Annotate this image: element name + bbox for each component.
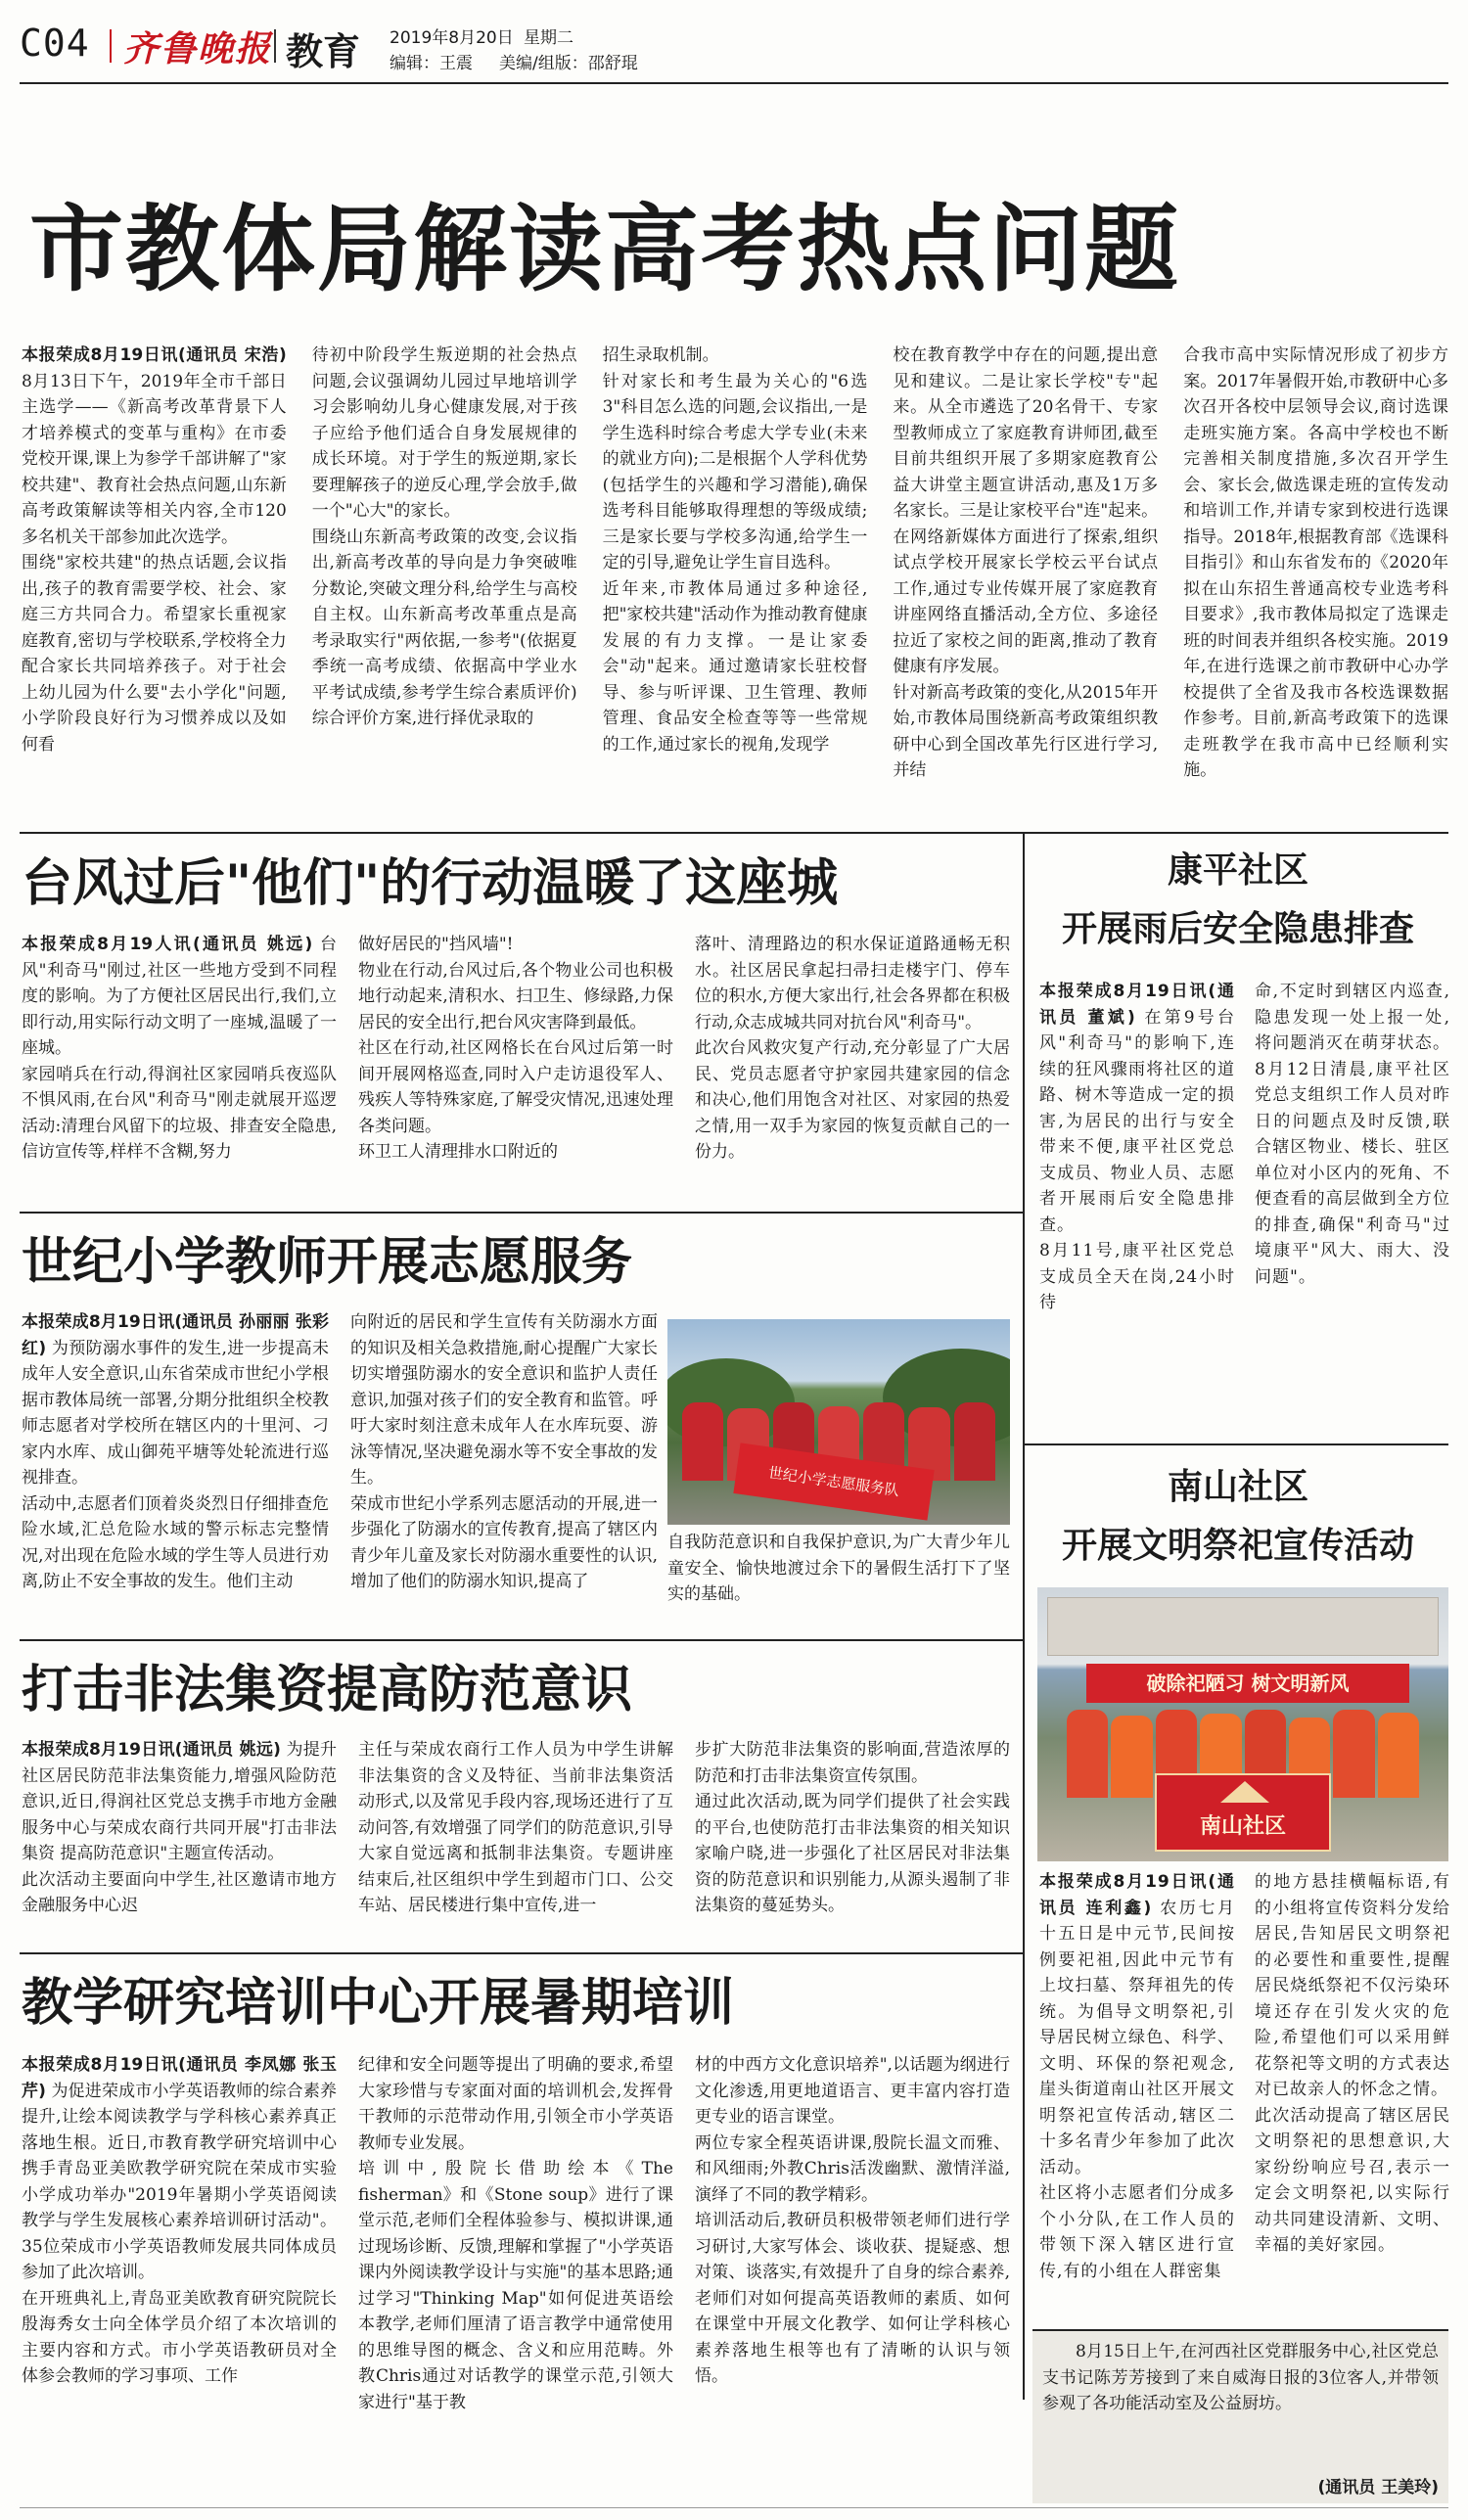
- article3-col3: 自我防范意识和自我保护意识,为广大青少年儿童安全、愉快地渡过余下的暑假生活打下了坚实的基础。: [667, 1533, 1010, 1604]
- sidebar2-body: [1039, 1869, 1450, 2317]
- headline-article3: 世纪小学教师开展志愿服务: [22, 1233, 633, 1292]
- article4-col3: 步扩大防范非法集资的影响面,营造浓厚的防范和打击非法集资宣传氛围。 通过此次活动,既为同学们提供了社会实践的平台,也使防范打击非法集资的相关知识家喻户晓,进一步强化了社区居民对非法集资的防范意识和识别能力,从源头遏制了非法集资的蔓延势头。: [695, 1740, 1010, 1915]
- article4-col2: 主任与荣成农商行工作人员为中学生讲解非法集资的含义及特征、当前非法集资活动形式,以及常见手段内容,现场还进行了互动问答,有效增强了同学们的防范意识,引导大家自觉远离和抵制非法集资。专题讲座结束后,社区组织中学生到超市门口、公交车站、居民楼进行集中宣传,进一: [358, 1740, 673, 1915]
- article1-col5: 合我市高中实际情况形成了初步方案。2017年暑假开始,市教研中心多次召开各校中层领导会议,商讨选课走班实施方案。各高中学校也不断完善相关制度措施,多次召开学生会、家长会,做选课走班的宣传发动和培训工作,并请专家到校进行选课指导。2018年,根据教育部《选课科目指引》和山东省发布的《2020年拟在山东招生普通高校专业选考科目要求》,我市教体局拟定了选课走班的时间表并组织各校实施。2019年,在进行选课之前市教研中心办学校提供了全省及我市各校选课数据作参考。目前,新高考政策下的选课走班教学在我市高中已经顺利实施。: [1183, 345, 1448, 780]
- divider-a4: [20, 1952, 1023, 1954]
- sidebar1-text1: 在第9号台风"利奇马"的影响下,连续的狂风骤雨将社区的道路、树木等造成一定的损害,为居民的出行与安全带来不便,康平社区党总支成员、物业人员、志愿者开展雨后安全隐患排查。 8月11号,康平社区党总支成员全天在岗,24小时待: [1039, 1007, 1235, 1312]
- article3-col1: [22, 1309, 329, 1627]
- sidebar1-byline: 本报荣成8月19日讯(通讯员 董斌): [1039, 982, 1235, 1028]
- article1-col4: 校在教育教学中存在的问题,提出意见和建议。二是让家长学校"专"起来。从全市遴选了20名骨干、专家型教师成立了家庭教育讲师团,截至目前共组织开展了多期家庭教育公益大讲堂主题宣讲活动,惠及1万多名家长。三是让家校平台"连"起来。在网络新媒体方面进行了探索,组织试点学校开展家长学校云平台试点工作,通过专业传媒开展了家庭教育讲座网络直播活动,全方位、多途径拉近了家校之间的距离,推动了教育健康有序发展。 针对新高考政策的变化,从2015年开始,市教体局围绕新高考政策组织教研中心到全国改革先行区进行学习,并结: [893, 345, 1159, 780]
- paper-logo: 齐鲁晚报: [123, 28, 273, 69]
- article4-body: [22, 1737, 1010, 1943]
- slogan-banner: 破除祀陋习 树文明新风: [1086, 1664, 1409, 1703]
- divider-s1: [1025, 1443, 1448, 1445]
- article4-byline: 本报荣成8月19日讯(通讯员 姚远): [22, 1740, 281, 1760]
- article5-body: [22, 2052, 1010, 2504]
- brief-text: 8月15日上午,在河西社区党群服务中心,社区党总支书记陈芳芳接到了来自威海日报的3位客人,并带领参观了各功能活动室及公益厨坊。: [1042, 2342, 1439, 2413]
- article5-col3: 材的中西方文化意识培养",以话题为纲进行文化渗透,用更地道语言、更丰富内容打造更专业的语言课堂。 两位专家全程英语讲课,殷院长温文而雅、和风细雨;外教Chris活泼幽默、激情洋溢,演绎了不同的教学精彩。 培训活动后,教研员积极带领老师们进行学习研讨,大家写体会、谈收获、提疑惑、想对策、谈落实,有效提升了自身的综合素养,老师们对如何提高英语教师的素质、如何在课堂中开展文化教学、如何让学科核心素养落地生根等也有了清晰的认识与领悟。: [695, 2055, 1010, 2386]
- article4-col1: [22, 1737, 337, 1943]
- headline-article5: 教学研究培训中心开展暑期培训: [22, 1974, 735, 2033]
- house-icon: [1220, 1781, 1269, 1803]
- masthead-divider-2: [274, 29, 276, 63]
- article1-byline: 本报荣成8月19日讯(通讯员 宋浩): [22, 345, 287, 365]
- article2-body: [22, 932, 1010, 1201]
- article1-col1: [22, 343, 287, 817]
- nanshan-sign: [1155, 1773, 1331, 1852]
- section-name: 教育: [286, 30, 361, 73]
- article1-body: [22, 343, 1448, 817]
- brief-credit: (通讯员 王美玲): [1317, 2478, 1439, 2497]
- article5-byline: 本报荣成8月19日讯(通讯员 李凤娜 张玉芹): [22, 2055, 337, 2101]
- article5-col1: [22, 2052, 337, 2504]
- layout-credit: 美编/组版：邵舒琨: [499, 54, 638, 73]
- headline-article1: 市教体局解读高考热点问题: [29, 195, 1180, 304]
- divider-a1: [20, 832, 1448, 834]
- headline-article4: 打击非法集资提高防范意识: [22, 1661, 633, 1719]
- masthead-rule: [20, 82, 1448, 84]
- article1-text1: 8月13日下午，2019年全市千部日主选学——《新高考改革背景下人才培养模式的变革与重构》在市委党校开课,课上为参学千部讲解了"家校共建"、教育社会热点问题,山东新高考政策解读等相关内容,全市120多名机关干部参加此次选学。 围绕"家校共建"的热点话题,会议指出,孩子的教育需要学校、社会、家庭三方共同合力。希望家长重视家庭教育,密切与学校联系,学校将全力配合家长共同培养孩子。对于社会上幼儿园为什么要"去小学化"问题,小学阶段良好行为习惯养成以及如何看: [22, 371, 287, 755]
- nanshan-photo: [1037, 1587, 1448, 1861]
- sidebar1-col2: 命,不定时到辖区内巡查,隐患发现一处上报一处,将问题消灭在萌芽状态。8月12日清晨,康平社区党总支组织工作人员对昨日的问题点及时反馈,联合辖区物业、楼长、驻区单位对小区内的死角、不便查看的高层做到全方位的排查,确保"利奇马"过境康平"风大、雨大、没问题"。: [1255, 982, 1450, 1287]
- article1-col3: 招生录取机制。 针对家长和考生最为关心的"6选3"科目怎么选的问题,会议指出,一是学生选科时综合考虑大学专业(未来的就业方向);二是根据个人学科优势(包括学生的兴趣和学习潜能),确保选考科目能够取得理想的等级成绩;三是家长要与学校多沟通,给学生一定的引导,避免让学生盲目选科。 近年来,市教体局通过多种途径,把"家校共建"活动作为推动教育健康发展的有力支撑。一是让家委会"动"起来。通过邀请家长驻校督导、参与听评课、卫生管理、教师管理、食品安全检查等等一些常规的工作,通过家长的视角,发现学: [602, 345, 868, 755]
- sidebar2-col2: 的地方悬挂横幅标语,有的小组将宣传资料分发给居民,告知居民文明祭祀的必要性和重要性,提醒居民烧纸祭祀不仅污染环境还存在引发火灾的危险,希望他们可以采用鲜花祭祀等文明的方式表达对已故亲人的怀念之情。 此次活动提高了辖区居民文明祭祀的思想意识,大家纷纷响应号召,表示一定会文明祭祀,以实际行动共同建设清新、文明、幸福的美好家园。: [1255, 1872, 1450, 2255]
- issue-weekday: 星期二: [524, 28, 573, 48]
- brief-box: [1032, 2329, 1448, 2503]
- sidebar2-text1: 农历七月十五日是中元节,民间按例要祀祖,因此中元节有上坟扫墓、祭拜祖先的传统。为倡导文明祭祀,引导居民树立绿色、科学、文明、环保的祭祀观念,崖头街道南山社区开展文明祭祀宣传活动,辖区二十多名青少年参加了此次活动。 社区将小志愿者们分成多个小分队,在工作人员的带领下深入辖区进行宣传,有的小组在人群密集: [1039, 1898, 1235, 2281]
- article3-text1: 为预防溺水事件的发生,进一步提高未成年人安全意识,山东省荣成市世纪小学根据市教体局统一部署,分期分批组织全校教师志愿者对学校所在辖区内的十里河、刁家内水库、成山御苑平塘等处轮流进行巡视排查。 活动中,志愿者们顶着炎炎烈日仔细排查危险水域,汇总危险水域的警示标志完整情况,对出现在危险水域的学生等人员进行劝离,防止不安全事故的发生。他们主动: [22, 1338, 329, 1591]
- article2-byline: 本报荣成8月19人讯(通讯员 姚远): [22, 935, 313, 954]
- divider-a3: [20, 1639, 1023, 1641]
- article3-byline: 本报荣成8月19日讯(通讯员 孙丽丽 张彩红): [22, 1312, 329, 1358]
- page-bottom-rule: [20, 2507, 1448, 2508]
- sidebar1-col1: [1039, 979, 1235, 1478]
- editor-credit: 编辑：王震: [390, 54, 473, 73]
- sidebar2-title: 南山社区: [1167, 1467, 1308, 1507]
- sidebar1-subtitle: 开展雨后安全隐患排查: [1061, 909, 1414, 949]
- article2-text1: 台风"利奇马"刚过,社区一些地方受到不同程度的影响。为了方便社区居民出行,我们,立即行动,用实际行动文明了一座城,温暖了一座城。 家园哨兵在行动,得润社区家园哨兵夜巡队不惧风雨,在台风"利奇马"刚走就展开巡逻活动:清理台风留下的垃圾、排查安全隐患,信访宣传等,样样不含糊,努力: [22, 935, 337, 1162]
- volunteer-banner: 世纪小学志愿服务队: [733, 1443, 934, 1520]
- sign-label: 南山社区: [1199, 1814, 1286, 1839]
- sidebar-rule: [1023, 834, 1025, 2400]
- article5-text1: 为促进荣成市小学英语教师的综合素养提升,让绘本阅读教学与学科核心素养真正落地生根。近日,市教育教学研究培训中心携手青岛亚美欧教学研究院在荣成市实验小学成功举办"2019年暑期小学英语阅读教学与学生发展核心素养培训研讨活动"。35位荣成市小学英语教师发展共同体成员参加了此次培训。 在开班典礼上,青岛亚美欧教育研究院院长殷海秀女士向全体学员介绍了本次培训的主要内容和方式。市小学英语教研员对全体参会教师的学习事项、工作: [22, 2081, 337, 2386]
- article1-col2: 待初中阶段学生叛逆期的社会热点问题,会议强调幼儿园过早地培训学习会影响幼儿身心健康发展,对于孩子应给予他们适合自身发展规律的成长环境。对于学生的叛逆期,家长要理解孩子的逆反心理,学会放手,做一个"心大"的家长。 围绕山东新高考政策的改变,会议指出,新高考改革的导向是力争突破唯分数论,突破文理分科,给学生与高校自主权。山东新高考改革重点是高考录取实行"两依据,一参考"(依据夏季统一高考成绩、依据高中学业水平考试成绩,参考学生综合素质评价)综合评价方案,进行择优录取的: [311, 345, 577, 728]
- article4-text1: 为提升社区居民防范非法集资能力,增强风险防范意识,近日,得润社区党总支携手市地方金融服务中心与荣成农商行共同开展"打击非法集资 提高防范意识"主题宣传活动。 此次活动主要面向中学生,社区邀请市地方金融服务中心迟: [22, 1740, 337, 1915]
- article2-col1: [22, 932, 337, 1201]
- sidebar2-subtitle: 开展文明祭祀宣传活动: [1061, 1526, 1414, 1566]
- issue-date: 2019年8月20日: [390, 28, 514, 48]
- page-number: C04: [20, 22, 90, 65]
- volunteer-photo: [667, 1319, 1010, 1525]
- article2-col2: 做好居民的"挡风墙"! 物业在行动,台风过后,各个物业公司也积极地行动起来,清积水、扫卫生、修绿路,力保居民的安全出行,把台风灾害降到最低。 社区在行动,社区网格长在台风过后第一时间开展网格巡查,同时入户走访退役军人、残疾人等特殊家庭,了解受灾情况,迅速处理各类问题。 环卫工人清理排水口附近的: [358, 935, 673, 1162]
- masthead-divider: [110, 29, 112, 63]
- article5-col2: 纪律和安全问题等提出了明确的要求,希望大家珍惜与专家面对面的培训机会,发挥骨干教师的示范带动作用,引领全市小学英语教师专业发展。 培训中,殷院长借助绘本《The fisherman》和《Stone soup》进行了课堂示范,老师们全程体验参与、模拟讲课,通过现场诊断、反馈,理解和掌握了"小学英语课内外阅读教学设计与实施"的基本思路;通过学习"Thinking Map"如何促进英语绘本教学,老师们厘清了语言教学中通常使用的思维导图的概念、含义和应用范畴。外教Chris通过对话教学的课堂示范,引领大家进行"基于教: [358, 2055, 673, 2412]
- building-shape: [1047, 1597, 1439, 1656]
- divider-a2: [20, 1212, 1023, 1214]
- article3-body: [22, 1309, 658, 1627]
- article2-col3: 落叶、清理路边的积水保证道路通畅无积水。社区居民拿起扫帚扫走楼宇门、停车位的积水,方便大家出行,社会各界都在积极行动,众志成城共同对抗台风"利奇马"。 此次台风救灾复产行动,充分彰显了广大居民、党员志愿者守护家园共建家园的信念和决心,他们用饱含对社区、对家园的热爱之情,用一双手为家园的恢复贡献自己的一份力。: [695, 935, 1010, 1162]
- sidebar2-byline: 本报荣成8月19日讯(通讯员 连利鑫): [1039, 1872, 1235, 1918]
- sidebar2-col1: [1039, 1869, 1235, 2317]
- sidebar1-title: 康平社区: [1167, 850, 1308, 891]
- article3-col2: 向附近的居民和学生宣传有关防溺水方面的知识及相关急救措施,耐心提醒广大家长切实增强防溺水的安全意识和监护人责任意识,加强对孩子们的安全教育和监管。呼吁大家时刻注意未成年人在水库玩耍、游泳等情况,坚决避免溺水等不安全事故的发生。 荣成市世纪小学系列志愿活动的开展,进一步强化了防溺水的宣传教育,提高了辖区内青少年儿童及家长对防溺水重要性的认识,增加了他们的防溺水知识,提高了: [350, 1312, 658, 1591]
- headline-article2: 台风过后"他们"的行动温暖了这座城: [22, 854, 839, 913]
- sidebar1-body: [1039, 979, 1450, 1478]
